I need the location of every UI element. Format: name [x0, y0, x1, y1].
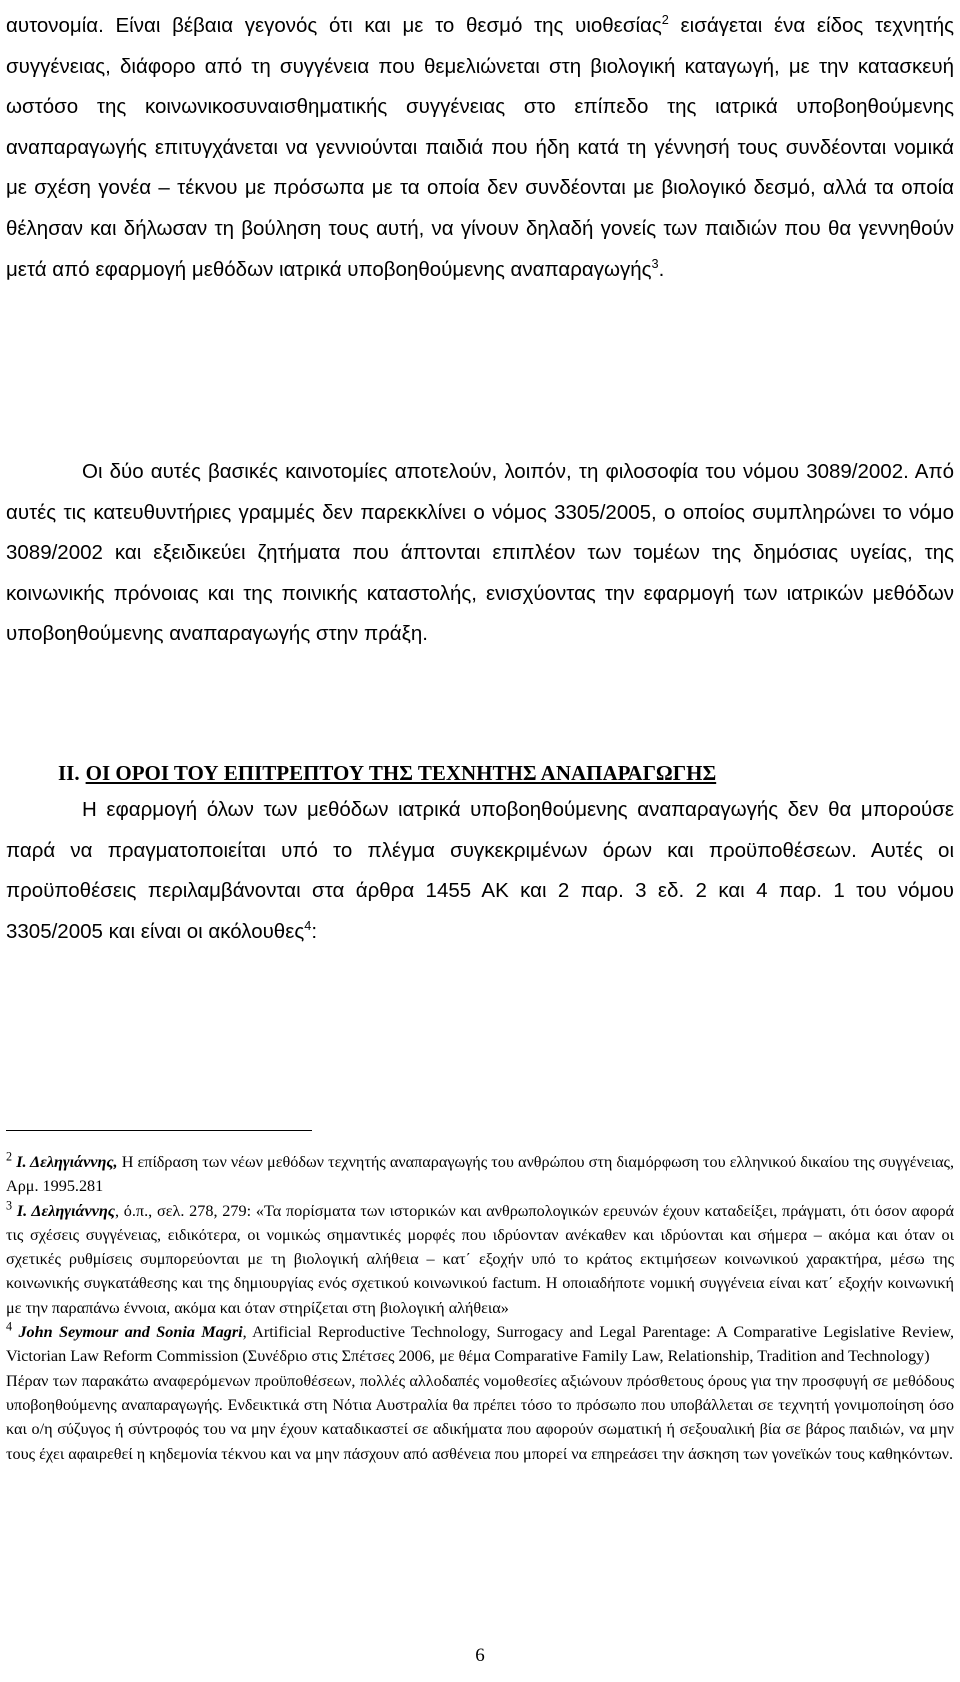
footnote-author: John Seymour and Sonia Magri — [18, 1323, 243, 1342]
footnote-author: Ι. Δεληγιάννης — [16, 1201, 115, 1220]
footnote-ref-4[interactable]: 4 — [304, 917, 312, 933]
footnote-text: , ό.π., σελ. 278, 279: «Τα πορίσματα των ιστορικών και ανθρωπολογικών ερευνών έχουν καταδείξει, πράγματι, ότι όσον αφορά τις σχέσεις συγγένειας, ειδικότερα, οι νομικώς σημαντικές μορφές που ιδρύονταν ανέκαθεν και ιδρύονται και σήμερα – ακόμα και όταν οι σχετικές ρυθμίσεις συμπορεύονται με τη βιολογική αλήθεια – κατ΄ εξοχήν υπό το κράτος εκτιμήσεων κοινωνικού χαρακτήρα, μέσω της κοινωνικής συγκατάθεσης και της δημιουργίας ενός σχετικού κοινωνικού factum. Η οποιαδήποτε νομική συγγένεια είναι κατ΄ εξοχήν κοινωνική με την παραπάνω έννοια, ακόμα και όταν στηρίζεται στη βιολογική αλήθεια» — [6, 1201, 955, 1317]
footnote-separator — [6, 1130, 312, 1131]
paragraph-2 — [6, 452, 954, 655]
footnote-number: 2 — [6, 1149, 13, 1164]
paragraph-3-end: : — [311, 919, 318, 943]
section-title: ΟΙ ΟΡΟΙ ΤΟΥ ΕΠΙΤΡΕΠΤΟΥ ΤΗΣ ΤΕΧΝΗΤΗΣ ΑΝΑΠΑΡΑΓΩΓΗΣ — [85, 761, 717, 785]
section-heading — [58, 758, 716, 788]
page-number: 6 — [475, 1645, 485, 1666]
paragraph-3 — [6, 790, 954, 952]
paragraph-3-text: Η εφαρμογή όλων των μεθόδων ιατρικά υποβοηθούμενης αναπαραγωγής δεν θα μπορούσε παρά να πραγματοποιείται υπό το πλέγμα συγκεκριμένων όρων και προϋποθέσεων. Αυτές οι προϋποθέσεις περιλαμβάνονται στα άρθρα 1455 ΑΚ και 2 παρ. 3 εδ. 2 και 4 παρ. 1 του νόμου 3305/2005 και είναι οι ακόλουθες — [6, 798, 954, 943]
footnote-ref-2[interactable]: 2 — [661, 12, 669, 28]
paragraph-1-text-b: εισάγεται ένα είδος τεχνητής συγγένειας, διάφορο από τη συγγένεια που θεμελιώνεται στη βιολογική καταγωγή, με την κατασκευή ωστόσο της κοινωνικοσυναισθηματικής συγγένειας στο επίπεδο της ιατρικά υποβοηθούμενης αναπαραγωγής επιτυγχάνεται να γεννιούνται παιδιά που ήδη κατά τη γέννησή τους συνδέονται νομικά με σχέση γονέα – τέκνου με πρόσωπα με τα οποία δεν συνδέονται με βιολογικό δεσμό, αλλά τα οποία θέλησαν και δήλωσαν τη βούληση τους αυτή, να γίνουν δηλαδή γονείς των παιδιών που θα γεννηθούν μετά από εφαρμογή μεθόδων ιατρικά υποβοηθούμενης αναπαραγωγής — [6, 14, 954, 281]
footnote-text: , Artificial Reproductive Technology, Surrogacy and Legal Parentage: A Comparative Legislative Review, Victorian Law Reform Commission (Συνέδριο στις Σπέτσες 2006, με θέμα Comparative Family Law, Relationship, Tradition and Technology) — [6, 1323, 955, 1366]
paragraph-2-text: Οι δύο αυτές βασικές καινοτομίες αποτελούν, λοιπόν, τη φιλοσοφία του νόμου 3089/2002. Από αυτές τις κατευθυντήριες γραμμές δεν παρεκκλίνει ο νόμος 3305/2005, ο οποίος συμπληρώνει το νόμο 3089/2002 και εξειδικεύει ζητήματα που άπτονται επιπλέον των τομέων της δημόσιας υγείας, της κοινωνικής πρόνοιας και της ποινικής καταστολής, ενισχύοντας την εφαρμογή των ιατρικών μεθόδων υποβοηθούμενης αναπαραγωγής στην πράξη. — [6, 460, 954, 646]
footnote-4-continuation: Πέραν των παρακάτω αναφερόμενων προϋποθέσεων, πολλές αλλοδαπές νομοθεσίες αξιώνουν πρόσθετους όρους για την προσφυγή σε μεθόδους υποβοηθούμενης αναπαραγωγής. Ενδεικτικά στη Νότια Αυστραλία θα πρέπει τόσο το πρόσωπο που υποβάλλεται σε τεχνητή γονιμοποίηση όσο και ο/η σύζυγος ή σύντροφός του να μην έχουν καταδικαστεί σε αδικήματα που αφορούν σωματική ή σεξουαλική βία σε βάρος παιδιών, να μην τους έχει αφαιρεθεί η κηδεμονία τέκνου και να μην πάσχουν από ασθένεια που μπορεί να επηρεάσει την άσκηση των γονεϊκών τους καθηκόντων. — [6, 1371, 954, 1463]
footnote-number: 3 — [6, 1198, 13, 1213]
footnote-4 — [6, 1320, 954, 1369]
footnote-text: Η επίδραση των νέων μεθόδων τεχνητής αναπαραγωγής του ανθρώπου στη διαμόρφωση του ελληνικού δικαίου της συγγένειας, Αρμ. 1995.281 — [6, 1153, 955, 1196]
footnote-number: 4 — [6, 1319, 13, 1334]
section-number: ΙΙ. — [58, 761, 80, 785]
paragraph-1-text-a: αυτονομία. Είναι βέβαια γεγονός ότι και με το θεσμό της υιοθεσίας — [6, 14, 662, 37]
paragraph-1 — [6, 6, 954, 290]
paragraph-1-text-c: . — [658, 257, 665, 281]
footnotes — [6, 1150, 954, 1466]
footnote-2 — [6, 1150, 954, 1199]
footnote-ref-3[interactable]: 3 — [651, 255, 659, 271]
footnote-author: Ι. Δεληγιάννης, — [16, 1153, 118, 1171]
footnote-3 — [6, 1199, 954, 1320]
